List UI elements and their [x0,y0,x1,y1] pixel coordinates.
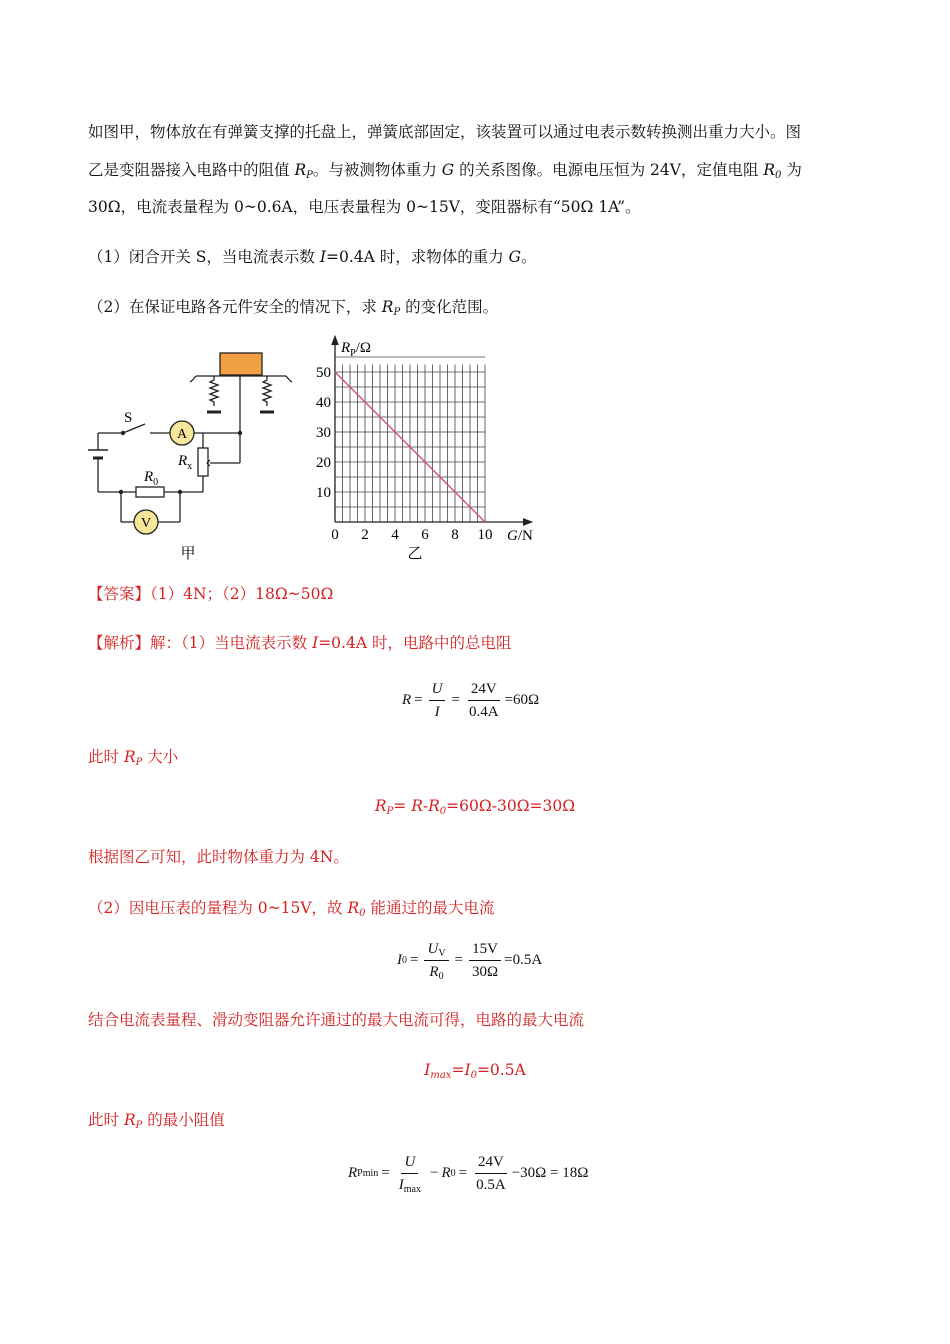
denominator: 30Ω [472,964,499,980]
ammeter-label: A [176,427,188,442]
question-text: =0.4A 时，求物体的重力 [325,248,509,266]
circuit-caption: 甲 [180,546,196,562]
var-i: I [312,634,319,652]
answer-line [88,584,333,604]
analysis-label: 【解析】 [88,634,151,652]
question-text: 的变化范围。 [400,298,499,316]
numerator: U [401,1153,418,1174]
y-tick-label: 30 [316,425,331,441]
analysis-text: 此时 [88,748,124,766]
denominator: 0.5A [476,1177,506,1193]
var-sub: P [393,307,401,318]
eq-op: − [429,1165,439,1181]
analysis-text: 能通过的最大电流 [365,899,495,917]
eq-result: −30Ω = 18Ω [511,1165,589,1181]
eq-op: = [451,1061,465,1079]
var-r: R [428,797,440,815]
analysis-text: 的最小阻值 [142,1111,225,1129]
eq-op: = [451,692,460,708]
var-r: R [429,964,439,980]
fraction [473,1153,509,1194]
var-i: I [464,1061,471,1079]
chart-grid [335,357,485,522]
equation-imax [0,1061,950,1079]
var-r: R [123,1111,136,1129]
eq-term: R [348,1165,358,1181]
var-r: R [441,1165,451,1181]
question-text: （1）闭合开关 S，当电流表示数 [88,248,320,266]
answer-text: （1）4N；（2）18Ω~50Ω [150,585,334,603]
problem-line-1 [88,122,801,142]
x-tick-label: 8 [451,527,459,543]
problem-text: 的关系图像。电源电压恒为 24V，定值电阻 [454,161,764,179]
equation-rp [0,797,950,815]
eq-sub: V [438,948,446,959]
analysis-rp-size [88,747,178,767]
spring-left [210,376,218,406]
fraction [469,940,501,981]
var-sub: 0 [775,170,782,181]
y-tick-label: 40 [316,395,331,411]
y-tick-label: 20 [316,455,331,471]
problem-line-3 [88,197,641,217]
r0-label: $R_0$ [144,469,159,488]
var-sub: P [135,1120,143,1131]
question-2 [88,297,498,317]
eq-result: =60Ω-30Ω=30Ω [446,797,576,815]
var-r: R [123,748,136,766]
eq-result: =0.5A [504,952,543,968]
equation-rpmin: R Pmin = $\frac{U}{I_{max}}$ − R 0 = $\frac{24V}{0.5A}$ −30Ω = 18Ω [348,1154,589,1195]
fraction [396,1153,424,1194]
var-r: R [381,298,394,316]
fraction [424,940,448,981]
question-text: 。 [521,248,537,266]
var-g: G [441,161,455,179]
y-tick-labels [316,365,331,501]
eq-op: = [393,797,412,815]
eq-result: =60Ω [504,692,540,708]
analysis-text: （2）因电压表的量程为 0~15V，故 [88,899,348,917]
x-tick-labels [331,527,492,543]
var-sub: P [386,806,394,817]
var-i: I [424,1061,431,1079]
voltmeter-label: V [140,516,152,531]
r0-resistor [136,487,164,497]
analysis-text: 结合电流表量程、滑动变阻器允许通过的最大电流可得，电路的最大电流 [88,1011,585,1029]
fraction [429,680,446,721]
var-r: R [347,899,360,917]
answer-label: 【答案】 [88,585,151,603]
x-tick-label: 0 [331,527,339,543]
var-i: I [319,248,326,266]
var-sub: 0 [439,806,447,817]
var-r: R [411,797,423,815]
problem-text: 乙是变阻器接入电路中的阻值 [88,161,295,179]
circuit-diagram [80,345,310,570]
eq-op: = [381,1165,390,1181]
var-i: I [398,1177,404,1193]
numerator: U [429,680,446,701]
var-sub: 0 [470,1070,477,1081]
x-tick-label: 2 [361,527,369,543]
x-tick-label: 6 [421,527,429,543]
analysis-intro [88,633,511,653]
var-sub: max [430,1070,452,1081]
x-axis-label: G/N [507,528,533,544]
eq-op: = [410,952,419,968]
analysis-part-2 [88,898,494,918]
var-sub: P [306,170,313,181]
numerator: 15V [469,940,501,961]
problem-text: 如图甲，物体放在有弹簧支撑的托盘上，弹簧底部固定，该装置可以通过电表示数转换测出重力大小。图 [88,123,802,141]
var-u: U [427,941,439,957]
analysis-circuit-max [88,1010,584,1030]
analysis-text: 大小 [142,748,179,766]
var-g: G [508,248,522,266]
problem-line-2 [88,160,802,180]
denominator [396,1174,424,1194]
eq-sub: max [403,1184,421,1195]
eq-op: - [422,797,429,815]
analysis-text: 此时 [88,1111,124,1129]
object-block [220,353,262,375]
eq-op: = [458,1165,468,1181]
var-r: R [294,161,307,179]
eq-result: =0.5A [476,1061,526,1079]
equation-total-resistance [402,680,539,721]
var-r: R [763,161,776,179]
y-axis-label: $R_P/\Omega$ [341,340,372,359]
var-sub: 0 [359,908,366,919]
numerator: 24V [468,680,500,701]
problem-text: 为 [781,161,802,179]
var-r: R [374,797,387,815]
analysis-text: 根据图乙可知，此时物体重力为 4N。 [88,848,349,866]
eq-term: R [402,692,412,708]
numerator: 24V [475,1153,507,1174]
spring-right [263,376,271,406]
var-sub: P [135,757,143,768]
analysis-text: 解：（1）当电流表示数 [150,634,313,652]
switch-label: S [124,410,133,426]
y-tick-label: 10 [316,485,331,501]
problem-text: 30Ω，电流表量程为 0~0.6A，电压表量程为 0~15V，变阻器标有“50Ω 1A”。 [88,198,641,216]
analysis-min-rp [88,1110,225,1130]
question-text: （2）在保证电路各元件安全的情况下，求 [88,298,382,316]
denominator: I [434,704,440,720]
eq-op: = [454,952,464,968]
denominator: 0.4A [468,704,499,720]
eq-sub: 0 [438,971,444,982]
numerator [424,940,448,961]
y-tick-label: 50 [316,365,331,381]
rx-resistor [198,448,208,476]
denominator [426,961,446,981]
question-1 [88,247,537,267]
equation-max-current: I 0 = $\frac{U_V}{R_0}$ = $\frac{15V}{30\Omega}$ =0.5A [397,941,543,982]
rx-label: $R_x$ [178,453,193,472]
fraction [466,680,502,721]
analysis-weight [88,847,349,867]
chart-caption: 乙 [407,546,423,562]
problem-text: 。与被测物体重力 [312,161,442,179]
x-tick-label: 10 [477,527,493,543]
eq-term: I [397,952,402,968]
eq-op: = [414,692,423,708]
analysis-text: =0.4A 时，电路中的总电阻 [318,634,512,652]
x-tick-label: 4 [391,527,399,543]
rp-g-chart [310,330,550,570]
